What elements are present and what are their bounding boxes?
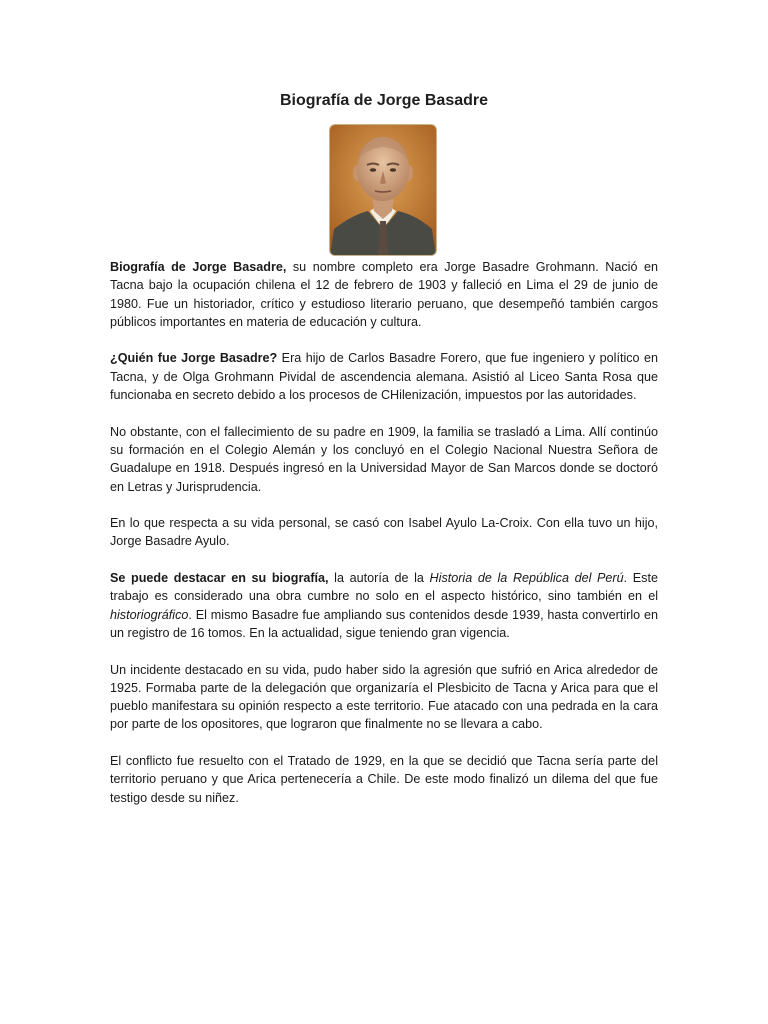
paragraph-intro <box>110 258 658 331</box>
biography-body <box>110 258 658 825</box>
paragraph-text: la autoría de la <box>328 571 430 586</box>
paragraph-lead: Biografía de Jorge Basadre, <box>110 260 287 274</box>
portrait-of-jorge-basadre-icon <box>330 125 436 255</box>
portrait-image <box>330 125 436 255</box>
paragraph-who <box>110 349 658 404</box>
paragraph-education: No obstante, con el fallecimiento de su padre en 1909, la familia se trasladó a Lima. Allí continúo su formación en el Colegio Alemán y los concluyó en el Colegio Nacional Nuestra Señora de Guadalupe en 1918. Después ingresó en la Universidad Mayor de San Marcos donde se doctoró en Letras y Jurisprudencia. <box>110 424 658 494</box>
paragraph-treaty: El conflicto fue resuelto con el Tratado de 1929, en la que se decidió que Tacna sería parte del territorio peruano y que Arica pertenecería a Chile. De este modo finalizó un dilema del que fue testigo desde su niñez. <box>110 754 658 805</box>
paragraph-lead: Se puede destacar en su biografía, <box>110 571 329 586</box>
book-title: Historia de la República del Perú <box>429 571 624 586</box>
paragraph-text: Era hijo de Carlos Basadre Forero, que fue ingeniero y político en Tacna, y de Olga Grohmann Pividal de ascendencia alemana. Asistió al Liceo Santa Rosa que funcionaba en secreto debido a los procesos de CHilenización, impuestos por las autoridades. <box>110 351 658 403</box>
paragraph-incident: Un incidente destacado en su vida, pudo haber sido la agresión que sufrió en Arica alrededor de 1925. Formaba parte de la delegación que organizaría el Plesbicito de Tacna y Arica para que el pueblo manifestara su opinión respecto a este territorio. Fue atacado con una pedrada en la cara por parte de los opositores, que lograron que finalmente no se llevara a cabo. <box>110 662 658 732</box>
paragraph-work <box>110 569 658 642</box>
paragraph-lead: ¿Quién fue Jorge Basadre? <box>110 351 278 366</box>
paragraph-personal-life: En lo que respecta a su vida personal, se casó con Isabel Ayulo La-Croix. Con ella tuvo un hijo, Jorge Basadre Ayulo. <box>110 516 658 549</box>
italic-term: historiográfico <box>110 607 189 622</box>
paragraph-text: . El mismo Basadre fue ampliando sus contenidos desde 1939, hasta convertirlo en un registro de 16 tomos. En la actualidad, sigue teniendo gran vigencia. <box>110 607 658 640</box>
paragraph-text: su nombre completo era Jorge Basadre Grohmann. Nació en Tacna bajo la ocupación chilena el 12 de febrero de 1903 y falleció en Lima el 29 de junio de 1980. Fue un historiador, crítico y estudioso literario peruano, que desempeñó también cargos públicos importantes en materia de educación y cultura. <box>110 260 658 329</box>
paragraph-text: . Este trabajo es considerado una obra cumbre no solo en el aspecto histórico, sino también en el <box>110 571 658 604</box>
page-title: Biografía de Jorge Basadre <box>279 92 489 109</box>
